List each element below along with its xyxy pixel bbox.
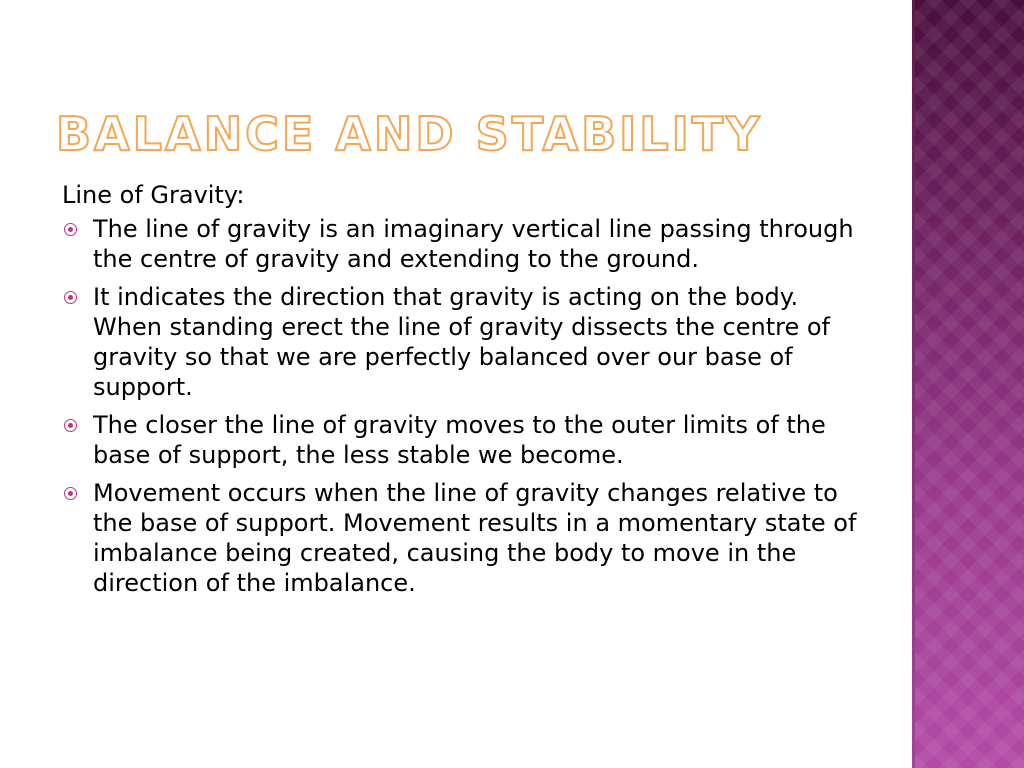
bullet-item xyxy=(62,282,862,402)
bullet-item xyxy=(62,214,862,274)
intro-text: Line of Gravity: xyxy=(62,181,245,209)
slide-body xyxy=(62,180,862,606)
bullet-item xyxy=(62,478,862,598)
slide-title: BALANCE AND STABILITY xyxy=(56,107,763,161)
circled-dot-icon xyxy=(64,487,77,500)
bullet-list xyxy=(62,214,862,598)
bullet-item xyxy=(62,410,862,470)
decorative-sidebar xyxy=(912,0,1024,768)
sidebar-edge xyxy=(912,0,915,768)
circled-dot-icon xyxy=(64,291,77,304)
bullet-text: Movement occurs when the line of gravity changes relative to the base of support. Movement results in a momentary state of imbalance being created, causing the body to move in the direction of the imbalance. xyxy=(93,479,857,597)
circled-dot-icon xyxy=(64,419,77,432)
bullet-text: It indicates the direction that gravity is acting on the body. When standing erect the line of gravity dissects the centre of gravity so that we are perfectly balanced over our base of support. xyxy=(93,283,830,401)
bullet-text: The line of gravity is an imaginary vertical line passing through the centre of gravity and extending to the ground. xyxy=(93,215,854,273)
bullet-text: The closer the line of gravity moves to the outer limits of the base of support, the less stable we become. xyxy=(93,411,826,469)
circled-dot-icon xyxy=(64,223,77,236)
